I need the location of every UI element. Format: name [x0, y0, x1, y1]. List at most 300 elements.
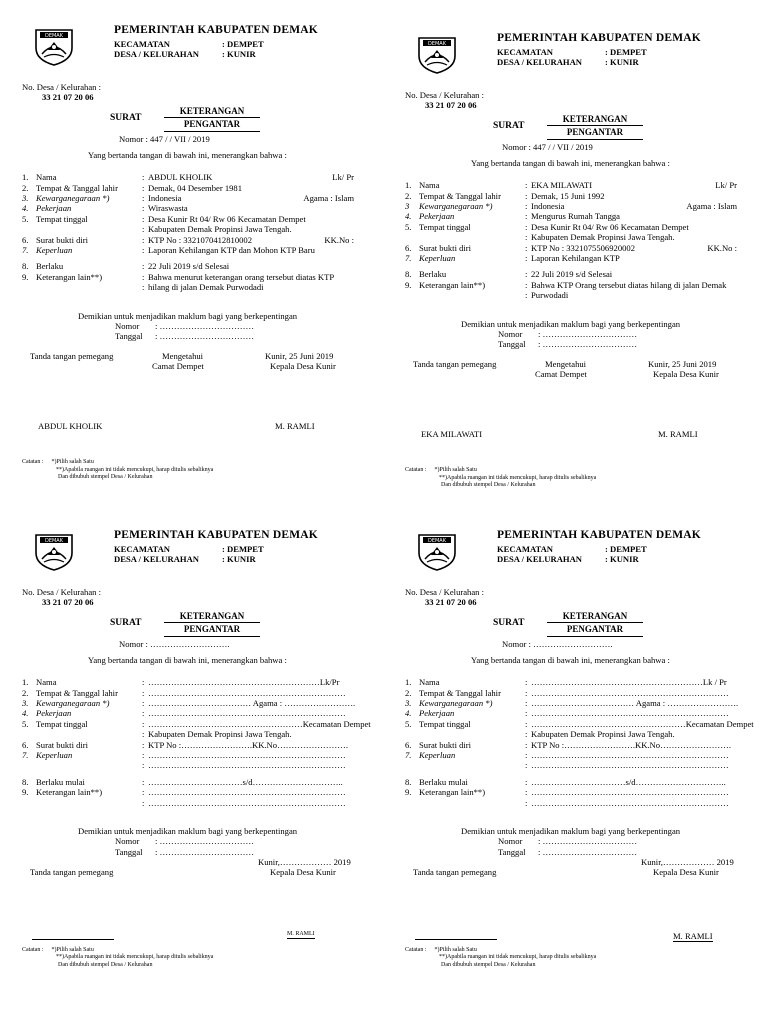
field-row	[405, 243, 768, 253]
footnote-1	[405, 467, 768, 475]
kepala-desa-label: Kepala Desa Kunir	[270, 361, 336, 372]
field-label	[405, 698, 525, 708]
field-value	[531, 222, 768, 232]
kecamatan-row: KECAMATAN : DEMPET	[497, 47, 647, 57]
field-row	[22, 698, 390, 708]
nomor-row: Nomor : ……………………………	[498, 328, 638, 339]
field-colon: :	[142, 213, 145, 224]
field-label	[22, 261, 142, 271]
field-value	[531, 243, 768, 253]
field-value-text: Kabupaten Demak Propinsi Jawa Tengah.	[531, 232, 675, 243]
field-row	[22, 740, 390, 750]
intro-text: Yang bertanda tangan di bawah ini, menerangkan bahwa :	[471, 157, 670, 168]
field-row	[22, 183, 390, 193]
field-label	[405, 787, 525, 797]
field-row	[405, 290, 768, 300]
footnote-pilih: *)Pilih salah Satu	[434, 946, 477, 953]
tanggal-row: Tanggal : ……………………………	[498, 339, 638, 350]
field-label-text: Berlaku	[419, 269, 447, 280]
holder-signature-line	[32, 939, 114, 940]
field-label	[22, 750, 142, 760]
field-label	[22, 193, 142, 203]
nomor-row: Nomor : ……………………………	[498, 836, 638, 847]
field-value	[148, 729, 390, 739]
field-label-text: Keperluan	[419, 749, 456, 760]
field-colon: :	[142, 193, 145, 204]
holder-signature-label: Tanda tangan pemegang	[30, 866, 114, 877]
mengetahui-label: Mengetahui	[545, 359, 587, 370]
field-row	[22, 193, 390, 203]
field-number: 3.	[405, 698, 412, 709]
field-value-text: Indonesia	[148, 193, 182, 204]
desa-row: DESA / KELURAHAN : KUNIR	[114, 49, 256, 59]
svg-text:DEMAK: DEMAK	[427, 538, 447, 544]
field-row	[405, 232, 768, 242]
field-label-text: Berlaku mulai	[419, 776, 468, 787]
field-label-text: Keperluan	[419, 252, 456, 263]
field-value	[531, 211, 768, 221]
footnotes	[22, 459, 390, 482]
field-label-text: Berlaku	[36, 261, 64, 272]
footnote-3: Dan dibubuh stempel Desa / Kelurahan	[58, 961, 153, 968]
place-date: Kunir, 25 Juni 2019	[265, 351, 334, 362]
field-value-text: ……………………………s/d…………………………..	[148, 776, 343, 787]
place-date: Kunir,……………… 2019	[258, 856, 351, 867]
field-colon: :	[142, 760, 145, 771]
government-title: PEMERINTAH KABUPATEN DEMAK	[114, 24, 318, 36]
field-number: 1.	[22, 172, 29, 183]
field-row	[405, 688, 768, 698]
field-value	[531, 269, 768, 279]
footnote-pilih: *)Pilih salah Satu	[51, 946, 94, 953]
field-label-text: Kewarganegaraan *)	[36, 193, 110, 204]
field-row	[22, 729, 390, 739]
field-label	[405, 253, 525, 263]
field-value-text: Laporan Kehilangan KTP	[531, 252, 620, 263]
desa-row: DESA / KELURAHAN : KUNIR	[497, 554, 639, 564]
field-value	[148, 183, 390, 193]
field-colon: :	[525, 242, 528, 253]
field-value	[531, 729, 768, 739]
field-row	[22, 235, 390, 245]
field-colon: :	[525, 211, 528, 222]
demak-emblem-icon	[32, 24, 76, 66]
field-value-text: ……………………………………………………………	[531, 687, 729, 698]
field-number: 2.	[405, 190, 412, 201]
field-number: 2.	[22, 182, 29, 193]
catatan-label: Catatan :	[22, 946, 44, 953]
field-value	[148, 203, 390, 213]
field-label-text: Tempat & Tanggal lahir	[36, 182, 118, 193]
field-number: 7.	[405, 252, 412, 263]
field-label-text: Keperluan	[36, 244, 73, 255]
field-label-text: Nama	[36, 677, 57, 688]
field-label	[22, 698, 142, 708]
field-label-text: Tempat & Tanggal lahir	[36, 687, 118, 698]
field-row	[405, 180, 768, 190]
field-label-text: Tempat tinggal	[36, 213, 88, 224]
field-colon: :	[525, 201, 528, 212]
signature-block	[22, 351, 390, 421]
field-row	[405, 719, 768, 729]
field-label-text: Pekerjaan	[419, 708, 455, 719]
svg-text:DEMAK: DEMAK	[427, 41, 447, 47]
field-row	[405, 211, 768, 221]
letterhead	[22, 22, 390, 74]
field-label	[405, 740, 525, 750]
field-label	[22, 777, 142, 787]
field-value	[148, 698, 390, 708]
field-label	[22, 224, 142, 234]
field-label	[22, 183, 142, 193]
field-colon: :	[142, 708, 145, 719]
field-label-text: Keterangan lain**)	[419, 279, 486, 290]
field-number: 7.	[22, 749, 29, 760]
kepala-desa-name: M. RAMLI	[658, 429, 698, 440]
surat-keterangan-form4	[405, 527, 768, 1017]
field-value-text: Purwodadi	[531, 290, 569, 301]
field-value-text: ……………………………… Agama : …………………….	[531, 698, 739, 709]
field-label	[22, 245, 142, 255]
field-label-text: Surat bukti diri	[419, 739, 472, 750]
field-number: 4.	[22, 708, 29, 719]
document-title: SURAT KETERANGAN PENGANTAR	[405, 114, 768, 140]
field-number: 2.	[405, 687, 412, 698]
field-row	[22, 750, 390, 760]
field-label	[405, 729, 525, 739]
field-row	[405, 191, 768, 201]
field-value	[148, 245, 390, 255]
footnote-1	[22, 459, 390, 467]
field-value	[148, 261, 390, 271]
field-number: 4.	[22, 203, 29, 214]
field-value	[531, 290, 768, 300]
field-number: 3.	[22, 193, 29, 204]
field-label	[405, 750, 525, 760]
field-number: 8.	[22, 776, 29, 787]
field-value	[148, 740, 390, 750]
field-value	[148, 688, 390, 698]
field-colon: :	[525, 698, 528, 709]
footnote-2: **)Apabila ruangan ini tidak mencukupi, harap ditulis sebaliknya	[56, 466, 214, 473]
no-desa: No. Desa / Kelurahan : 33 21 07 20 06	[405, 587, 484, 608]
field-row	[22, 172, 390, 182]
field-number: 9.	[22, 787, 29, 798]
footnotes	[405, 947, 768, 970]
field-row	[22, 688, 390, 698]
field-label-text: Kewarganegaraan *)	[36, 698, 110, 709]
field-value-text: Kabupaten Demak Propinsi Jawa Tengah.	[148, 224, 292, 235]
field-colon: :	[142, 797, 145, 808]
no-desa: No. Desa / Kelurahan : 33 21 07 20 06	[405, 90, 484, 111]
field-number: 5.	[22, 213, 29, 224]
holder-name: EKA MILAWATI	[421, 429, 483, 440]
footnote-2: **)Apabila ruangan ini tidak mencukupi, harap ditulis sebaliknya	[56, 954, 214, 961]
field-number: 9.	[405, 279, 412, 290]
field-label	[22, 740, 142, 750]
field-label	[22, 708, 142, 718]
closing-text: Demikian untuk menjadikan maklum bagi yang berkepentingan	[461, 825, 681, 836]
field-label-text: Surat bukti diri	[36, 234, 89, 245]
field-value-text: ……………………………………………………Lk/Pr	[148, 677, 340, 688]
field-label-text: Keterangan lain**)	[419, 787, 486, 798]
field-label	[22, 235, 142, 245]
footnote-3: Dan dibubuh stempel Desa / Kelurahan	[58, 474, 153, 481]
field-value	[148, 719, 390, 729]
field-colon: :	[525, 221, 528, 232]
field-row	[22, 719, 390, 729]
field-colon: :	[525, 687, 528, 698]
field-number: 7.	[405, 749, 412, 760]
field-colon: :	[142, 698, 145, 709]
field-colon: :	[525, 252, 528, 263]
field-value	[148, 224, 390, 234]
footnotes	[22, 947, 390, 970]
desa-row: DESA / KELURAHAN : KUNIR	[114, 554, 256, 564]
field-label-text: Tempat & Tanggal lahir	[419, 190, 501, 201]
kepala-desa-label: Kepala Desa Kunir	[270, 866, 336, 877]
catatan-label: Catatan :	[22, 459, 44, 466]
field-row	[405, 729, 768, 739]
field-number: 8.	[405, 269, 412, 280]
tanggal-row: Tanggal : ……………………………	[115, 846, 255, 857]
government-title: PEMERINTAH KABUPATEN DEMAK	[114, 529, 318, 541]
field-value	[148, 172, 390, 182]
field-colon: :	[142, 729, 145, 740]
field-label-text: Kewarganegaraan *)	[419, 201, 493, 212]
kepala-desa-name: M. RAMLI	[275, 421, 315, 432]
field-label-text: Keterangan lain**)	[36, 787, 103, 798]
demak-emblem-icon	[415, 529, 459, 571]
holder-name: ABDUL KHOLIK	[38, 421, 103, 432]
closing-text: Demikian untuk menjadikan maklum bagi yang berkepentingan	[78, 310, 298, 321]
field-value-text: ……………………………………………………Lk / Pr	[531, 677, 727, 688]
field-value-right: Lk/ Pr	[332, 172, 354, 183]
field-label	[405, 180, 525, 190]
field-colon: :	[525, 180, 528, 191]
kepala-desa-name: M. RAMLI	[287, 931, 315, 939]
field-colon: :	[142, 172, 145, 183]
field-label	[22, 214, 142, 224]
signature-names	[22, 927, 390, 943]
field-label	[405, 677, 525, 687]
field-colon: :	[525, 760, 528, 771]
field-colon: :	[142, 776, 145, 787]
field-colon: :	[142, 749, 145, 760]
field-list	[405, 677, 768, 808]
field-label	[22, 677, 142, 687]
field-value	[148, 798, 390, 808]
field-label-text: Keterangan lain**)	[36, 271, 103, 282]
field-value-right: Lk/ Pr	[715, 180, 737, 191]
field-value-right: KK.No :	[707, 242, 737, 253]
field-label	[22, 688, 142, 698]
mengetahui-label: Mengetahui	[162, 351, 204, 362]
field-label-text: Surat bukti diri	[36, 739, 89, 750]
field-row	[405, 253, 768, 263]
letterhead	[405, 527, 768, 579]
field-label	[22, 172, 142, 182]
field-value-right: Agama : Islam	[303, 193, 354, 204]
field-row	[405, 760, 768, 770]
field-colon: :	[525, 677, 528, 688]
field-value-text: Demak, 04 Desember 1981	[148, 182, 243, 193]
field-value	[531, 740, 768, 750]
field-number: 4.	[405, 708, 412, 719]
field-label	[405, 760, 525, 770]
document-title: SURAT KETERANGAN PENGANTAR	[22, 611, 390, 637]
field-row	[22, 214, 390, 224]
field-row	[22, 777, 390, 787]
field-value-text: Wiraswasta	[148, 203, 188, 214]
field-colon: :	[142, 282, 145, 293]
field-colon: :	[525, 739, 528, 750]
field-list	[22, 172, 390, 292]
field-label	[22, 760, 142, 770]
no-desa: No. Desa / Kelurahan : 33 21 07 20 06	[22, 587, 101, 608]
field-value-text: Desa Kunir Rt 04/ Rw 06 Kecamatan Dempet	[148, 213, 306, 224]
field-number: 9.	[405, 787, 412, 798]
field-value-text: hilang di jalan Demak Purwodadi	[148, 282, 264, 293]
field-value-text: Laporan Kehilangan KTP dan Mohon KTP Baru	[148, 244, 315, 255]
field-row	[22, 787, 390, 797]
field-value-text: Bahwa menurut keterangan orang tersebut diatas KTP	[148, 271, 335, 282]
field-label-text: Keperluan	[36, 749, 73, 760]
field-label	[22, 203, 142, 213]
field-colon: :	[142, 261, 145, 272]
field-value-text: ……………………………………………………………	[531, 749, 729, 760]
field-label-text: Nama	[36, 172, 57, 183]
field-value	[531, 698, 768, 708]
field-row	[405, 269, 768, 279]
field-value	[531, 677, 768, 687]
field-value	[531, 787, 768, 797]
field-row	[22, 282, 390, 292]
field-value-text: Indonesia	[531, 201, 565, 212]
field-number: 4.	[405, 211, 412, 222]
field-value	[531, 191, 768, 201]
field-row	[405, 750, 768, 760]
field-number: 3.	[22, 698, 29, 709]
government-title: PEMERINTAH KABUPATEN DEMAK	[497, 32, 701, 44]
field-list	[405, 180, 768, 300]
field-row	[405, 677, 768, 687]
field-value-right: Agama : Islam	[686, 201, 737, 212]
field-value-text: ……………………………………………………………	[148, 687, 346, 698]
field-value	[531, 750, 768, 760]
field-colon: :	[525, 749, 528, 760]
nomor-row: Nomor : ……………………………	[115, 320, 255, 331]
footnote-2: **)Apabila ruangan ini tidak mencukupi, harap ditulis sebaliknya	[439, 474, 597, 481]
field-value-text: Mengurus Rumah Tangga	[531, 211, 620, 222]
holder-signature-label: Tanda tangan pemegang	[413, 359, 497, 370]
camat-label: Camat Dempet	[152, 361, 204, 372]
field-row	[405, 222, 768, 232]
letterhead	[405, 30, 768, 82]
field-number: 3	[405, 201, 410, 212]
field-number: 6.	[405, 739, 412, 750]
svg-text:DEMAK: DEMAK	[44, 538, 64, 544]
document-number: Nomor : ……………………….	[502, 638, 613, 649]
nomor-row: Nomor : ……………………………	[115, 836, 255, 847]
field-colon: :	[525, 708, 528, 719]
field-colon: :	[142, 182, 145, 193]
field-colon: :	[142, 244, 145, 255]
place-date: Kunir, 25 Juni 2019	[648, 359, 717, 370]
document-title: SURAT KETERANGAN PENGANTAR	[405, 611, 768, 637]
field-label	[405, 222, 525, 232]
field-row	[22, 798, 390, 808]
field-label	[22, 282, 142, 292]
document-number: Nomor : 447 / / VII / 2019	[502, 141, 593, 152]
field-label-text: Pekerjaan	[36, 203, 72, 214]
government-title: PEMERINTAH KABUPATEN DEMAK	[497, 529, 701, 541]
field-label-text: Pekerjaan	[36, 708, 72, 719]
tanggal-row: Tanggal : ……………………………	[115, 331, 255, 342]
field-value-right: KK.No :	[324, 234, 354, 245]
field-value-text: Kabupaten Demak Propinsi Jawa Tengah.	[531, 729, 675, 740]
field-row	[405, 280, 768, 290]
field-value	[531, 232, 768, 242]
field-row	[22, 760, 390, 770]
field-row	[22, 261, 390, 271]
field-label	[405, 269, 525, 279]
field-row	[405, 708, 768, 718]
field-label	[405, 232, 525, 242]
field-row	[405, 201, 768, 211]
field-label-text: Tempat tinggal	[419, 718, 471, 729]
field-value	[148, 677, 390, 687]
field-value-text: KTP No :…………………….KK.No…………………….	[531, 739, 731, 750]
field-colon: :	[142, 677, 145, 688]
field-number: 1.	[405, 677, 412, 688]
field-number: 7.	[22, 244, 29, 255]
field-list	[22, 677, 390, 808]
demak-emblem-icon	[415, 32, 459, 74]
kepala-desa-name: M. RAMLI	[673, 930, 713, 941]
field-value-text: ……………………………………………………………	[531, 797, 729, 808]
field-value-text: Desa Kunir Rt 04/ Rw 06 Kecamatan Dempet	[531, 221, 689, 232]
field-value-text: 22 Juli 2019 s/d Selesai	[148, 261, 230, 272]
field-row	[405, 740, 768, 750]
holder-signature-label: Tanda tangan pemegang	[413, 866, 497, 877]
intro-text: Yang bertanda tangan di bawah ini, menerangkan bahwa :	[88, 149, 287, 160]
field-value-text: ……………………………………………………………	[148, 797, 346, 808]
field-value-text: ……………………………………………………………	[531, 787, 729, 798]
field-label	[22, 798, 142, 808]
field-label	[405, 290, 525, 300]
catatan-label: Catatan :	[405, 946, 427, 953]
field-label-text: Nama	[419, 677, 440, 688]
field-number: 5.	[22, 718, 29, 729]
kecamatan-row: KECAMATAN : DEMPET	[114, 544, 264, 554]
surat-keterangan-form3	[22, 527, 390, 1017]
field-label	[405, 201, 525, 211]
field-label-text: Tempat tinggal	[36, 718, 88, 729]
field-value	[531, 719, 768, 729]
field-colon: :	[525, 269, 528, 280]
field-label	[405, 719, 525, 729]
field-value	[531, 688, 768, 698]
field-value-text: ……………………………………………………………	[531, 708, 729, 719]
signature-names	[405, 927, 768, 943]
intro-text: Yang bertanda tangan di bawah ini, menerangkan bahwa :	[88, 654, 287, 665]
field-label	[405, 243, 525, 253]
field-value-text: ……………………………………………………………	[148, 708, 346, 719]
field-colon: :	[525, 787, 528, 798]
field-row	[405, 698, 768, 708]
field-value-text: ……………………………………………………………	[148, 749, 346, 760]
